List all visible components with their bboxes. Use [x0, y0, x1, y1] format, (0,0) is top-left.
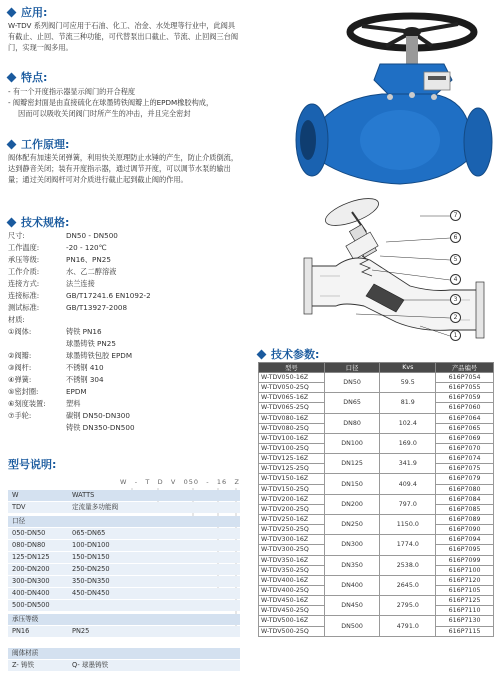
spec-row: 连接方式: 法兰连接 — [8, 279, 95, 288]
valve-section-diagram — [300, 196, 496, 342]
product-code-cell: 616P7130 — [436, 616, 494, 626]
callout-circle: 5 — [450, 254, 461, 265]
callout-circle: 1 — [450, 330, 461, 341]
product-code-cell: 616P7055 — [436, 383, 494, 393]
feature-item: - 有一个开度指示器显示阀门的开合程度 — [8, 87, 136, 96]
spec-row: 连接标准: GB/T17241.6 EN1092-2 — [8, 291, 151, 300]
model-cell: W-TDV200-16Z — [259, 494, 325, 504]
kvs-cell: 2645.0 — [380, 575, 436, 595]
spec-row: 承压等级: PN16、PN25 — [8, 255, 111, 264]
valve-product-image — [282, 2, 496, 192]
product-code-cell: 616P7075 — [436, 464, 494, 474]
size-cell: DN350 — [324, 555, 380, 575]
column-header: 口径 — [324, 363, 380, 373]
product-code-cell: 616P7074 — [436, 454, 494, 464]
product-code-cell: 616P7095 — [436, 545, 494, 555]
kvs-cell: 2538.0 — [380, 555, 436, 575]
product-code-cell: 616P7110 — [436, 606, 494, 616]
table-row — [259, 535, 494, 545]
size-cell: DN450 — [324, 596, 380, 616]
model-cell: W-TDV050-16Z — [259, 373, 325, 383]
material-row: ②阀瓣: 球墨铸铁包胶 EPDM — [8, 351, 133, 360]
table-row — [259, 494, 494, 504]
model-cell: W-TDV065-16Z — [259, 393, 325, 403]
product-code-cell: 616P7060 — [436, 403, 494, 413]
model-row: 200-DN200 250-DN250 — [8, 564, 240, 575]
product-code-cell: 616P7085 — [436, 504, 494, 514]
section-title-application: 应用 : — [8, 4, 47, 20]
size-cell: DN250 — [324, 514, 380, 534]
product-code-cell: 616P7105 — [436, 585, 494, 595]
kvs-cell: 1150.0 — [380, 514, 436, 534]
table-header-row — [259, 363, 494, 373]
diamond-icon — [7, 217, 17, 227]
spec-row: 测试标准: GB/T13927-2008 — [8, 303, 128, 312]
model-cell: W-TDV500-25Q — [259, 626, 325, 636]
model-cell: W-TDV250-25Q — [259, 525, 325, 535]
model-cell: W-TDV125-16Z — [259, 454, 325, 464]
table-row — [259, 555, 494, 565]
material-row: ①阀体: 铸铁 PN16 — [8, 327, 102, 336]
product-code-cell: 616P7099 — [436, 555, 494, 565]
product-code-cell: 616P7089 — [436, 514, 494, 524]
model-cell: W-TDV080-25Q — [259, 423, 325, 433]
model-cell: W-TDV450-25Q — [259, 606, 325, 616]
column-header: 型号 — [259, 363, 325, 373]
features-list — [8, 86, 268, 119]
model-cell: W-TDV400-16Z — [259, 575, 325, 585]
material-row: ⑥刻度装置: 塑料 — [8, 399, 81, 408]
material-row: ④弹簧: 不锈钢 304 — [8, 375, 104, 384]
section-title-text: 技术参数 — [271, 348, 315, 361]
kvs-cell: 81.9 — [380, 393, 436, 413]
kvs-cell: 4791.0 — [380, 616, 436, 636]
kvs-cell: 409.4 — [380, 474, 436, 494]
table-row — [259, 373, 494, 383]
section-title-principle: 工作原理 : — [8, 136, 69, 152]
model-row: 300-DN300 350-DN350 — [8, 576, 240, 587]
product-code-cell: 616P7080 — [436, 484, 494, 494]
model-cell: W-TDV100-16Z — [259, 433, 325, 443]
model-cell: W-TDV400-25Q — [259, 585, 325, 595]
product-code-cell: 616P7079 — [436, 474, 494, 484]
kvs-cell: 1774.0 — [380, 535, 436, 555]
kvs-cell: 169.0 — [380, 433, 436, 453]
model-row: 050-DN50 065-DN65 — [8, 528, 240, 539]
size-cell: DN125 — [324, 454, 380, 474]
kvs-cell: 2795.0 — [380, 596, 436, 616]
callout-circle: 2 — [450, 312, 461, 323]
product-code-cell: 616P7059 — [436, 393, 494, 403]
model-cell: W-TDV080-16Z — [259, 413, 325, 423]
model-row: 500-DN500 — [8, 600, 240, 611]
spec-row: 工作介质: 水、乙二醇溶液 — [8, 267, 117, 276]
size-cell: DN100 — [324, 433, 380, 453]
section-title-text: 应用 — [21, 6, 43, 19]
diamond-icon — [7, 72, 17, 82]
application-text: W-TDV 系列阀门可应用于石油、化工、冶金、水处理等行业中，此阀具有截止、止回、节流三种功能，可代替泵出口截止、节流、止回阀三台阀门，实现一阀多用。 — [8, 21, 239, 52]
params-table — [258, 362, 494, 637]
section-title-text: 工作原理 — [21, 138, 65, 151]
kvs-cell: 797.0 — [380, 494, 436, 514]
model-row: 400-DN400 450-DN450 — [8, 588, 240, 599]
table-row — [259, 454, 494, 464]
spec-row: 工作温度: -20 - 120℃ — [8, 243, 107, 252]
size-cell: DN300 — [324, 535, 380, 555]
size-cell: DN500 — [324, 616, 380, 636]
product-code-cell: 616P7065 — [436, 423, 494, 433]
model-cell: W-TDV450-16Z — [259, 596, 325, 606]
product-code-cell: 616P7054 — [436, 373, 494, 383]
callout-circle: 3 — [450, 294, 461, 305]
materials-label: 材质: — [8, 315, 25, 324]
material-row: 铸铁 DN350-DN500 — [66, 423, 135, 432]
column-header: Kvs — [380, 363, 436, 373]
table-row — [259, 433, 494, 443]
product-code-cell: 616P7115 — [436, 626, 494, 636]
model-row: 承压等级 — [8, 614, 240, 625]
section-title-features: 特点 : — [8, 69, 47, 85]
feature-item: - 阀瓣密封面是由直接硫化在球墨铸铁阀瓣上的EPDM橡胶构成， — [8, 98, 214, 107]
model-cell: W-TDV350-25Q — [259, 565, 325, 575]
model-row: 阀体材质 — [8, 648, 240, 659]
size-cell: DN150 — [324, 474, 380, 494]
model-row: TDV 定流量多功能阀 — [8, 502, 240, 513]
kvs-cell: 341.9 — [380, 454, 436, 474]
model-row: PN16 PN25 — [8, 626, 240, 637]
model-cell: W-TDV050-25Q — [259, 383, 325, 393]
table-row — [259, 575, 494, 585]
model-cell: W-TDV150-25Q — [259, 484, 325, 494]
kvs-cell: 59.5 — [380, 373, 436, 393]
model-cell: W-TDV500-16Z — [259, 616, 325, 626]
product-code-cell: 616P7090 — [436, 525, 494, 535]
product-code-cell: 616P7120 — [436, 575, 494, 585]
table-row — [259, 514, 494, 524]
callout-circle: 6 — [450, 232, 461, 243]
model-code: W - T D V 050 - 16 Z — [120, 478, 240, 486]
model-title: 型号说明: — [8, 458, 57, 471]
diamond-icon — [7, 139, 17, 149]
size-cell: DN400 — [324, 575, 380, 595]
size-cell: DN80 — [324, 413, 380, 433]
material-row: ⑦手轮: 碳钢 DN50-DN300 — [8, 411, 130, 420]
model-cell: W-TDV300-25Q — [259, 545, 325, 555]
product-code-cell: 616P7069 — [436, 433, 494, 443]
model-row: 口径 — [8, 516, 240, 527]
section-title-params: 技术参数 : — [258, 346, 319, 362]
diamond-icon — [257, 349, 267, 359]
model-cell: W-TDV350-16Z — [259, 555, 325, 565]
table-row — [259, 616, 494, 626]
model-cell: W-TDV100-25Q — [259, 443, 325, 453]
model-cell: W-TDV200-25Q — [259, 504, 325, 514]
size-cell: DN50 — [324, 373, 380, 393]
spec-row: 尺寸: DN50 - DN500 — [8, 231, 118, 240]
model-row: W WATTS — [8, 490, 240, 501]
principle-text: 阀体配有加速关闭弹簧，利用快关原理防止水锤的产生，防止介质倒流，达到静音关闭；装有开度指示器，通过调节开度，可以调节水泵的输出量；通过关闭阀杆可对介质进行截止起到截止阀的作用。 — [8, 153, 239, 184]
product-code-cell: 616P7070 — [436, 443, 494, 453]
size-cell: DN200 — [324, 494, 380, 514]
material-row: 球墨铸铁 PN25 — [66, 339, 116, 348]
product-code-cell: 616P7084 — [436, 494, 494, 504]
product-code-cell: 616P7064 — [436, 413, 494, 423]
table-row — [259, 413, 494, 423]
product-code-cell: 616P7125 — [436, 596, 494, 606]
section-title-text: 技术规格 — [21, 216, 65, 229]
callout-circle: 7 — [450, 210, 461, 221]
model-cell: W-TDV125-25Q — [259, 464, 325, 474]
model-cell: W-TDV065-25Q — [259, 403, 325, 413]
material-row: ③阀杆: 不锈钢 410 — [8, 363, 104, 372]
callout-circle: 4 — [450, 274, 461, 285]
model-row: 125-DN125 150-DN150 — [8, 552, 240, 563]
diamond-icon — [7, 7, 17, 17]
material-row: ⑤密封圈: EPDM — [8, 387, 87, 396]
column-header: 产品编号 — [436, 363, 494, 373]
table-row — [259, 474, 494, 484]
product-code-cell: 616P7100 — [436, 565, 494, 575]
model-cell: W-TDV150-16Z — [259, 474, 325, 484]
params-table-body — [259, 373, 494, 637]
model-row: 080-DN80 100-DN100 — [8, 540, 240, 551]
size-cell: DN65 — [324, 393, 380, 413]
section-title-specs: 技术规格 : — [8, 214, 69, 230]
feature-item: 因而可以吸收关闭阀门时所产生的冲击，并且完全密封 — [18, 109, 191, 118]
model-cell: W-TDV300-16Z — [259, 535, 325, 545]
table-row — [259, 596, 494, 606]
section-title-text: 特点 — [21, 71, 43, 84]
model-row: Z- 铸铁 Q- 球墨铸铁 — [8, 660, 240, 671]
product-code-cell: 616P7094 — [436, 535, 494, 545]
model-cell: W-TDV250-16Z — [259, 514, 325, 524]
table-row — [259, 393, 494, 403]
kvs-cell: 102.4 — [380, 413, 436, 433]
